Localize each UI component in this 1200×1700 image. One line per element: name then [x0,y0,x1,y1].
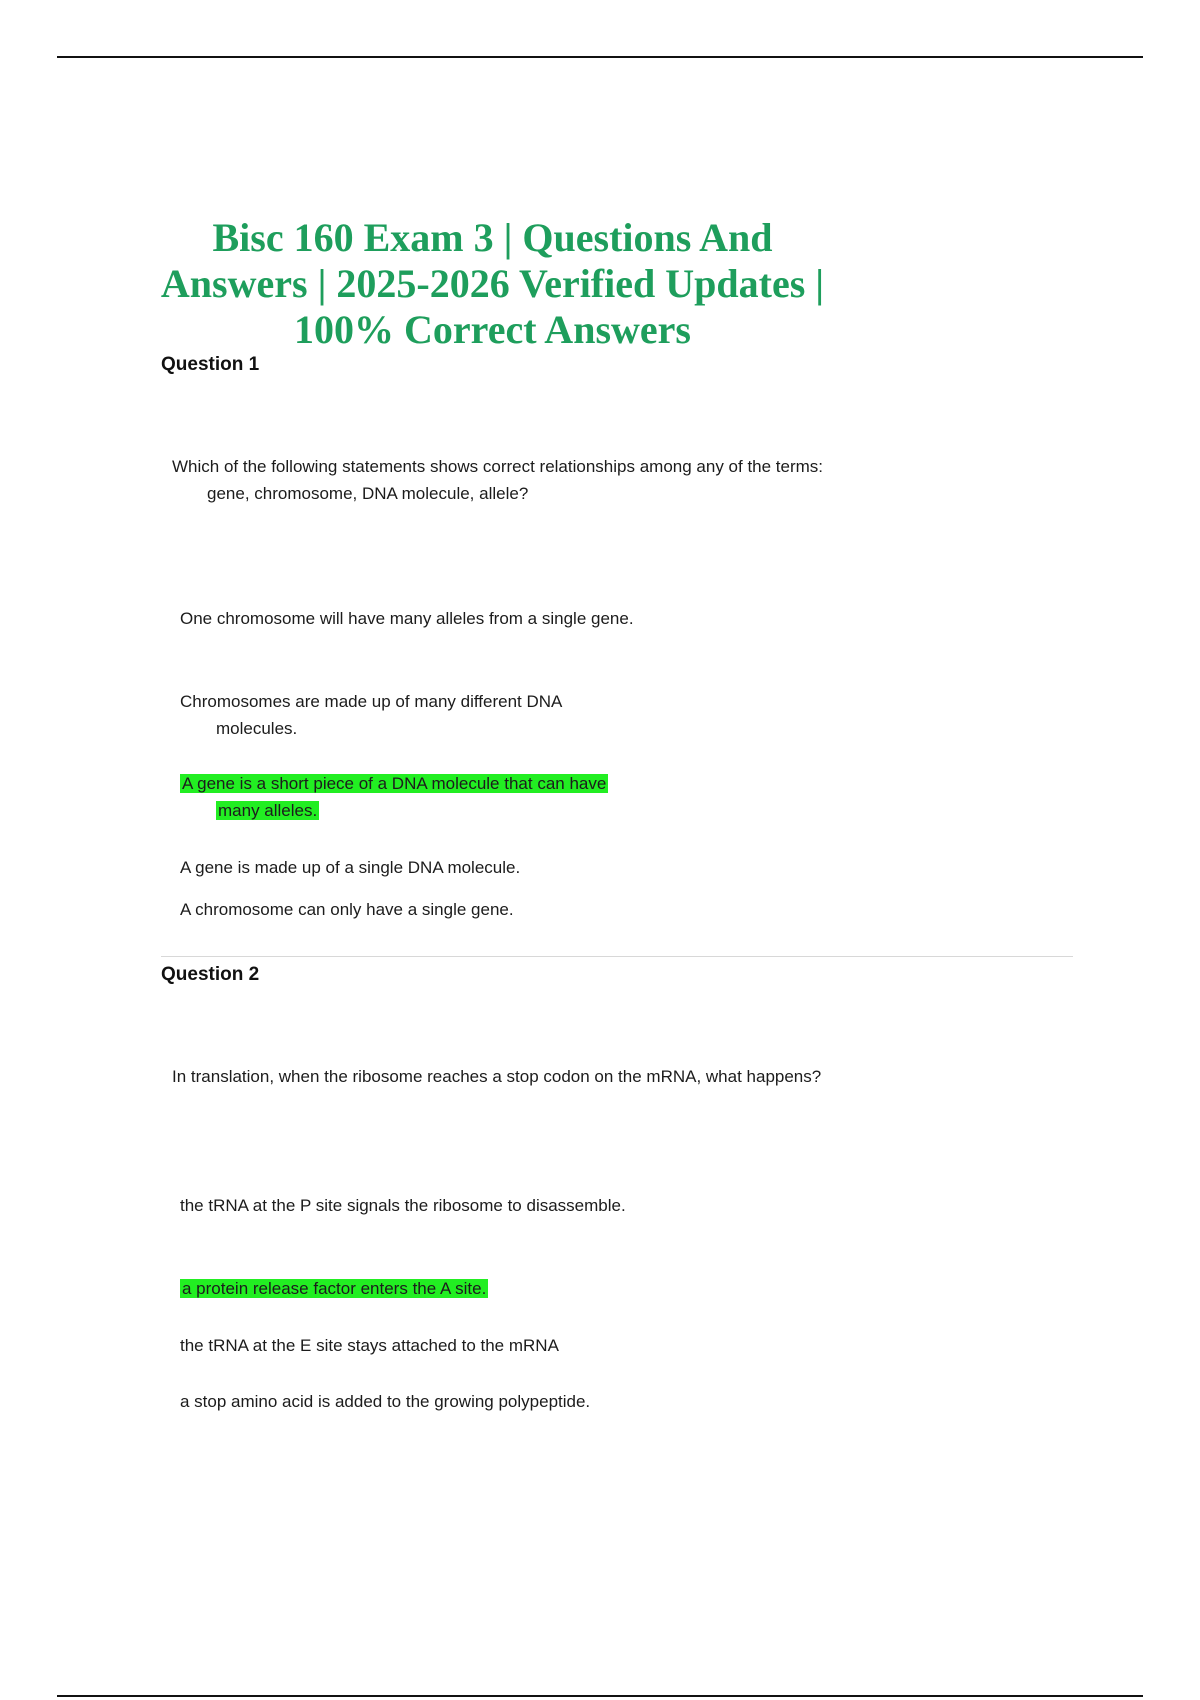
option-label: A chromosome can only have a single gene. [180,900,514,919]
correct-answer-highlight: a protein release factor enters the A site. [182,1279,487,1298]
question-2-option-4 [180,1388,636,1415]
question-1-option-5 [180,896,636,923]
question-2-text: In translation, when the ribosome reaches a stop codon on the mRNA, what happens? [172,1067,822,1086]
question-2-option-2 [180,1275,636,1302]
option-label: a stop amino acid is added to the growing polypeptide. [180,1392,591,1411]
top-rule [57,56,1143,58]
document-title: Bisc 160 Exam 3 | Questions And Answers | 2025-2026 Verified Updates | 100% Correct Answers [160,215,825,352]
option-label: the tRNA at the E site stays attached to the mRNA [180,1336,559,1355]
question-1-option-2 [180,688,636,742]
option-label: One chromosome will have many alleles from a single gene. [180,609,634,628]
question-2-heading: Question 2 [161,964,260,985]
option-label: A gene is made up of a single DNA molecule. [180,858,521,877]
question-1-heading: Question 1 [161,354,260,375]
question-1-option-3 [180,770,636,824]
question-2-option-1 [180,1192,636,1219]
question-1-text: Which of the following statements shows correct relationships among any of the terms: gene, chromosome, DNA molecule, allele? [172,457,824,503]
question-2-option-3 [180,1332,636,1359]
question-1-option-4 [180,854,636,881]
correct-answer-highlight: A gene is a short piece of a DNA molecule that can have many alleles. [182,774,607,820]
option-label: the tRNA at the P site signals the ribosome to disassemble. [180,1196,626,1215]
question-divider [161,956,1073,957]
option-label: Chromosomes are made up of many different DNA molecules. [180,692,562,738]
question-1-option-1 [180,605,636,632]
bottom-rule [57,1695,1143,1697]
